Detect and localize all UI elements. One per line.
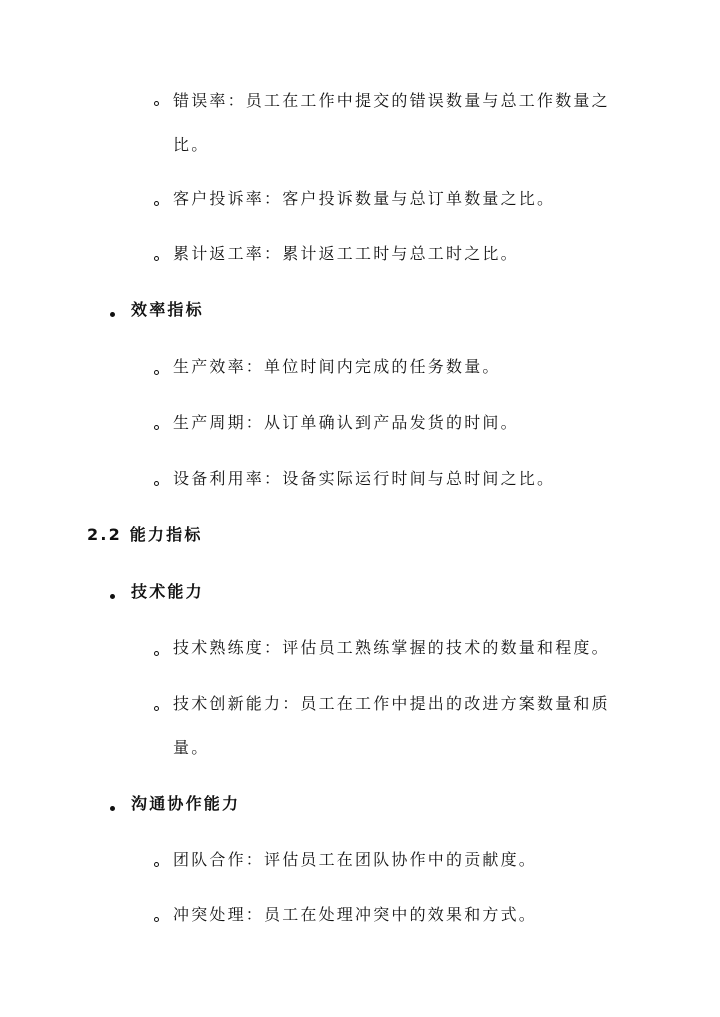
list-item-technical-proficiency: 技术熟练度：评估员工熟练掌握的技术的数量和程度。 [173,638,610,657]
list-item-technical-innovation-line1: 技术创新能力：员工在工作中提出的改进方案数量和质 [173,694,610,713]
list-item-equipment-utilization: 设备利用率：设备实际运行时间与总时间之比。 [173,469,556,488]
list-item-production-cycle: 生产周期：从订单确认到产品发货的时间。 [173,413,519,432]
list-item-technical-innovation-line2: 量。 [173,738,210,757]
list-item-rework-rate: 累计返工率：累计返工工时与总工时之比。 [173,244,519,263]
bullet [110,312,115,317]
section-heading-ability: 2.2 能力指标 [87,525,203,544]
list-item-error-rate-line1: 错误率：员工在工作中提交的错误数量与总工作数量之 [173,91,610,110]
sub-bullet [154,201,159,206]
sub-bullet [154,917,159,922]
sub-bullet [154,481,159,486]
sub-bullet [154,862,159,867]
list-item-error-rate-line2: 比。 [173,135,210,154]
list-item-conflict-handling: 冲突处理：员工在处理冲突中的效果和方式。 [173,905,538,924]
bullet [110,594,115,599]
sub-bullet [154,101,159,106]
heading-communication-ability: 沟通协作能力 [131,794,241,813]
sub-bullet [154,425,159,430]
list-item-production-efficiency: 生产效率：单位时间内完成的任务数量。 [173,357,501,376]
bullet [110,806,115,811]
sub-bullet [154,651,159,656]
heading-efficiency: 效率指标 [131,300,204,319]
heading-technical-ability: 技术能力 [131,582,204,601]
sub-bullet [154,706,159,711]
sub-bullet [154,370,159,375]
list-item-complaint-rate: 客户投诉率：客户投诉数量与总订单数量之比。 [173,189,556,208]
list-item-teamwork: 团队合作：评估员工在团队协作中的贡献度。 [173,850,538,869]
sub-bullet [154,256,159,261]
